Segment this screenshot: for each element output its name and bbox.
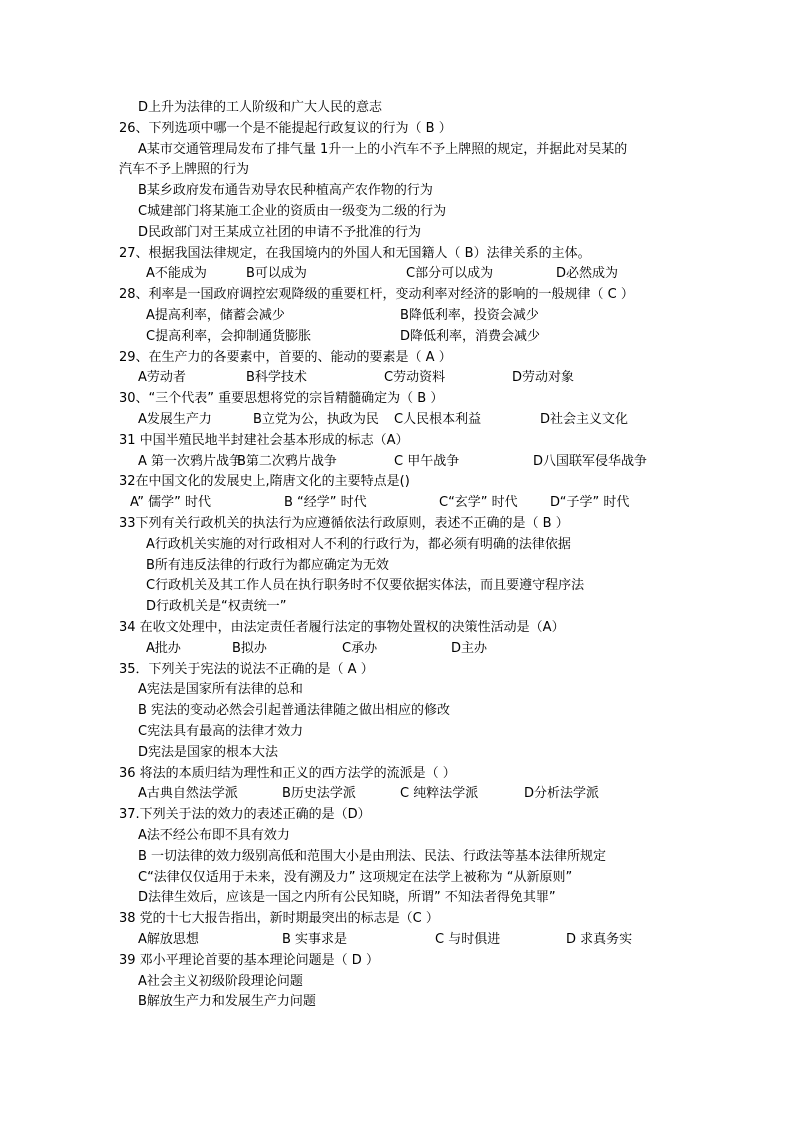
option-text: A解放思想 [138, 932, 199, 947]
text-line [0, 867, 794, 888]
line-text: C宪法具有最高的法律才效力 [138, 724, 304, 739]
question-stem [0, 347, 794, 368]
question-stem [0, 908, 794, 929]
option-text: D劳动对象 [512, 370, 575, 386]
option-row [0, 451, 794, 472]
question-text: 31 中国半殖民地半封建社会基本形成的标志（A） [119, 432, 409, 448]
option-row [0, 492, 794, 513]
option-text: C劳动资料 [384, 370, 446, 386]
text-line [0, 971, 794, 992]
line-text: D法律生效后，应该是一国之内所有公民知晓，所谓” 不知法者得免其罪” [138, 890, 556, 906]
option-text: C承办 [342, 640, 378, 656]
option-text: B立党为公，执政为民 [253, 412, 379, 427]
line-text: A行政机关实施的对行政相对人不利的行政行为，都必须有明确的法律依据 [146, 536, 571, 552]
option-row [0, 409, 794, 430]
option-row [0, 929, 794, 950]
text-line [0, 555, 794, 576]
option-text: B拟办 [232, 640, 267, 656]
option-text: A批办 [146, 640, 181, 656]
option-text: D八国联军侵华战争 [533, 453, 648, 469]
question-text: 30、“三个代表” 重要思想将党的宗旨精髓确定为（ B ） [119, 391, 444, 407]
question-stem [0, 763, 794, 784]
line-text: C行政机关及其工作人员在执行职务时不仅要依据实体法，而且要遵守程序法 [146, 578, 585, 594]
text-line [0, 139, 794, 160]
question-text: 39 邓小平理论首要的基本理论问题是（ D ） [119, 952, 379, 968]
option-text: B历史法学派 [282, 786, 356, 802]
option-text: D分析法学派 [524, 786, 600, 802]
question-stem [0, 804, 794, 825]
question-text: 28、利率是一国政府调控宏观降级的重要杠杆，变动利率对经济的影响的一般规律（ C ） [119, 287, 634, 303]
question-stem [0, 430, 794, 451]
text-line [0, 679, 794, 700]
line-text: B所有违反法律的行政行为都应确定为无效 [146, 557, 389, 573]
question-stem [0, 950, 794, 971]
text-line [0, 887, 794, 908]
text-line [0, 700, 794, 721]
option-text: A提高利率，储蓄会减少 [146, 308, 285, 323]
line-text: D行政机关是“权责统一” [146, 599, 287, 615]
option-text: C提高利率，会抑制通货膨胀 [146, 328, 312, 344]
option-text: A劳动者 [138, 370, 186, 386]
option-text: C 纯粹法学派 [400, 786, 479, 802]
line-text: C“法律仅仅适用于未来，没有溯及力” 这项规定在法学上被称为 “从新原则” [138, 869, 573, 885]
option-text: C人民根本利益 [394, 412, 482, 427]
line-text: A某市交通管理局发布了排气量 1升一上的小汽车不予上牌照的规定，并据此对吴某的 [138, 141, 628, 157]
question-stem [0, 388, 794, 409]
question-text: 32在中国文化的发展史上,隋唐文化的主要特点是() [119, 474, 410, 490]
option-text: C部分可以成为 [406, 266, 494, 282]
option-row [0, 783, 794, 804]
option-row [0, 305, 794, 326]
text-line [0, 180, 794, 201]
text-line [0, 742, 794, 763]
line-text: B 宪法的变动必然会引起普通法律随之做出相应的修改 [138, 703, 451, 719]
question-stem [0, 617, 794, 638]
text-line [0, 575, 794, 596]
line-text: C城建部门将某施工企业的资质由一级变为二级的行为 [138, 204, 447, 219]
option-text: B科学技术 [246, 370, 307, 386]
option-row [0, 638, 794, 659]
question-text: 34 在收文处理中，由法定责任者履行法定的事物处置权的决策性活动是（A） [119, 620, 565, 635]
question-text: 38 党的十七大报告指出，新时期最突出的标志是（C ） [119, 911, 439, 927]
option-text: B降低利率，投资会减少 [400, 308, 539, 323]
text-line [0, 534, 794, 555]
question-text: 36 将法的本质归结为理性和正义的西方法学的流派是（ ） [119, 765, 456, 781]
option-row [0, 263, 794, 284]
text-line [0, 201, 794, 222]
option-text: B可以成为 [246, 266, 307, 282]
option-text: D主办 [451, 640, 488, 656]
option-text: A 第一次鸦片战争 [138, 453, 243, 469]
option-text: D 求真务实 [566, 932, 633, 947]
question-text: 27、根据我国法律规定，在我国境内的外国人和无国籍人（ B）法律关系的主体。 [119, 245, 591, 261]
question-text: 26、下列选项中哪一个是不能提起行政复议的行为（ B ） [119, 120, 452, 136]
text-line [0, 159, 794, 180]
question-stem [0, 513, 794, 534]
line-text: A宪法是国家所有法律的总和 [138, 682, 303, 698]
text-line [0, 222, 794, 243]
question-stem [0, 471, 794, 492]
line-text: A法不经公布即不具有效力 [138, 828, 290, 843]
option-text: A不能成为 [146, 266, 207, 282]
text-line [0, 97, 794, 118]
question-text: 33下列有关行政机关的执法行为应遵循依法行政原则，表述不正确的是（ B ） [119, 516, 569, 531]
text-line [0, 596, 794, 617]
option-text: A发展生产力 [138, 412, 212, 427]
line-text: 汽车不予上牌照的行为 [119, 162, 250, 178]
option-text: D降低利率，消费会减少 [400, 328, 541, 344]
option-text: C 与时俱进 [435, 932, 501, 947]
question-stem [0, 118, 794, 139]
line-text: B 一切法律的效力级别高低和范围大小是由刑法、民法、行政法等基本法律所规定 [138, 848, 607, 864]
question-text: 37.下列关于法的效力的表述正确的是（D） [119, 807, 371, 823]
text-line [0, 721, 794, 742]
line-text: D民政部门对王某成立社团的申请不予批准的行为 [138, 224, 422, 240]
text-line [0, 846, 794, 867]
text-line [0, 991, 794, 1012]
line-text: A社会主义初级阶段理论问题 [138, 973, 303, 989]
option-row [0, 367, 794, 388]
question-stem [0, 243, 794, 264]
option-text: A” 儒学” 时代 [130, 495, 212, 511]
option-text: D必然成为 [556, 266, 619, 282]
option-row [0, 326, 794, 347]
option-text: B “经学” 时代 [284, 495, 367, 511]
line-text: D上升为法律的工人阶级和广大人民的意志 [138, 100, 383, 115]
option-text: A古典自然法学派 [138, 786, 238, 802]
question-text: 35．下列关于宪法的说法不正确的是（ A ） [119, 661, 374, 677]
line-text: B某乡政府发布通告劝导农民种植高产农作物的行为 [138, 183, 433, 199]
question-text: 29、在生产力的各要素中，首要的、能动的要素是（ A ） [119, 349, 452, 365]
line-text: B解放生产力和发展生产力问题 [138, 994, 316, 1010]
line-text: D宪法是国家的根本大法 [138, 744, 279, 760]
question-stem [0, 284, 794, 305]
option-text: C 甲午战争 [394, 453, 460, 469]
option-text: B 实事求是 [282, 932, 348, 947]
option-text: B第二次鸦片战争 [237, 453, 337, 469]
option-text: C“玄学” 时代 [439, 495, 518, 511]
option-text: D社会主义文化 [540, 412, 629, 427]
text-line [0, 825, 794, 846]
question-stem [0, 659, 794, 680]
option-text: D“子学” 时代 [550, 495, 630, 511]
